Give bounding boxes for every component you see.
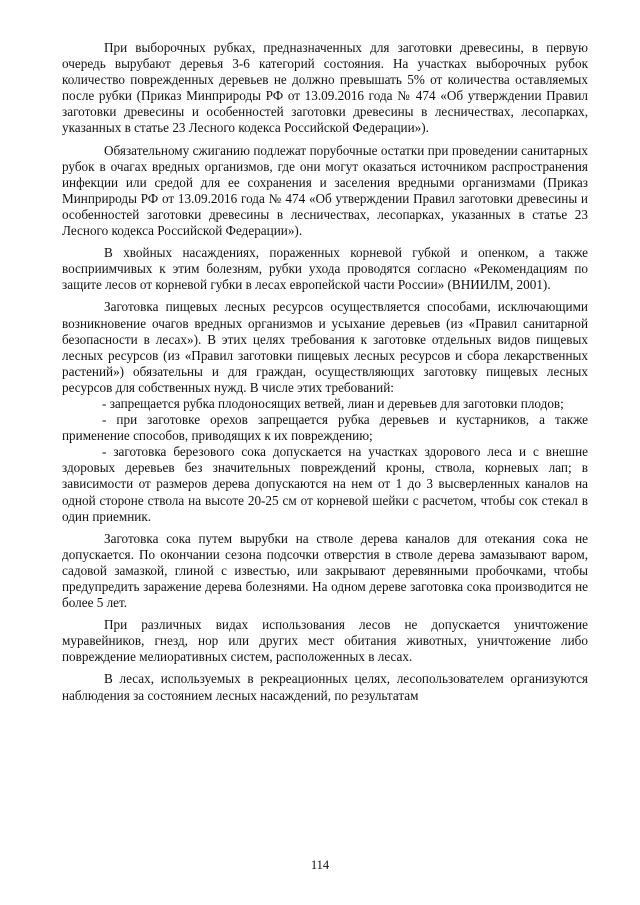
paragraph-coniferous-stands: В хвойных насаждениях, пораженных корневой губкой и опенком, а также восприимчивых к этим болезням, рубки ухода проводятся согласно «Рекомендациям по защите лесов от корневой губки в лесах европейской части России» (ВНИИЛМ, 2001). (62, 245, 588, 293)
paragraph-anthills: При различных видах использования лесов не допускается уничтожение муравейников, гнезд, нор или других мест обитания животных, уничтожение либо повреждение мелиоративных систем, расположенных в лесах. (62, 617, 588, 665)
list-item: - запрещается рубка плодоносящих ветвей, лиан и деревьев для заготовки плодов; (102, 395, 564, 411)
paragraph-recreational-forests: В лесах, используемых в рекреационных целях, лесопользователем организуются наблюдения за состоянием лесных насаждений, по результатам (62, 671, 588, 703)
paragraph-burning-residues: Обязательному сжиганию подлежат порубочные остатки при проведении санитарных рубок в очагах вредных организмов, где они могут оказаться источником распространения инфекции или средой для ее сохранения и заселения вредными организмами (Приказ Минприроды РФ от 13.09.2016 года № 474 «Об утверждении Правил заготовки древесины и особенностей заготовки древесины в лесничествах, лесопарках, указанных в статье 23 Лесного кодекса Российской Федерации»). (62, 142, 588, 239)
page-number: 114 (310, 858, 330, 872)
paragraph-selective-felling: При выборочных рубках, предназначенных для заготовки древесины, в первую очередь вырубают деревья 3-6 категорий состояния. На участках выборочных рубок количество поврежденных деревьев не должно превышать 5% от количества оставляемых после рубки (Приказ Минприроды РФ от 13.09.2016 года № 474 «Об утверждении Правил заготовки древесины и особенностей заготовки древесины в лесничествах, лесопарках, указанных в статье 23 Лесного кодекса Российской Федерации»). (62, 40, 588, 136)
list-item: - при заготовке орехов запрещается рубка деревьев и кустарников, а также применение способов, приводящих к их повреждению; (62, 412, 588, 444)
paragraph-food-resources: Заготовка пищевых лесных ресурсов осуществляется способами, исключающими возникновение очагов вредных организмов и усыхание деревьев (из «Правил санитарной безопасности в лесах»). В этих целях требования к заготовке отдельных видов пищевых лесных ресурсов (из «Правил заготовки пищевых лесных ресурсов и сбора лекарственных растений») обязательны и для граждан, осуществляющих заготовку пищевых лесных ресурсов для собственных нужд. В числе этих требований: (62, 299, 588, 395)
list-item: - заготовка березового сока допускается на участках здорового леса и с внешне здоровых деревьев без значительных повреждений кроны, ствола, корневых лап; в зависимости от размеров дерева допускаются на нем от 1 до 3 высверленных каналов на одной стороне ствола на высоте 20-25 см от корневой шейки с расчетом, чтобы сок стекал в один приемник. (62, 444, 588, 524)
paragraph-sap-harvesting: Заготовка сока путем вырубки на стволе дерева каналов для отекания сока не допускается. По окончании сезона подсочки отверстия в стволе дерева замазывают варом, садовой замазкой, глиной с известью, или закрывают деревянными пробочками, чтобы предупредить заражение дерева болезнями. На одном дереве заготовка сока производится не более 5 лет. (62, 530, 588, 611)
